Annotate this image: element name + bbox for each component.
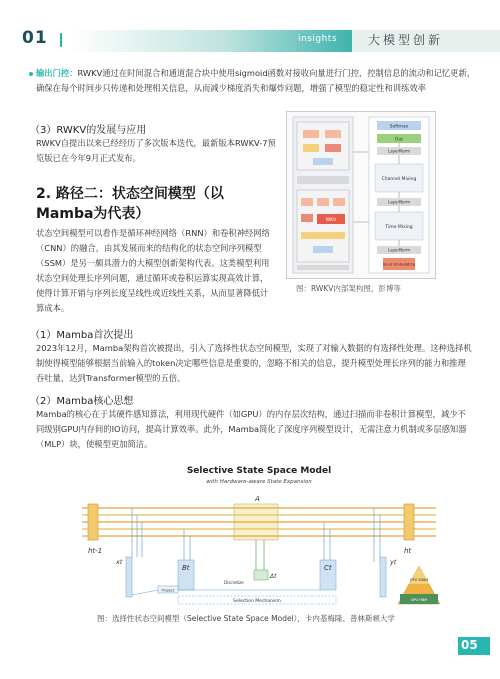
section-label-en: insights (298, 34, 338, 44)
rwkv-layernorm-bottom (297, 265, 349, 270)
rwkv-node-mu1 (303, 130, 319, 138)
rwkv-layernorm-low-label: LayerNorm (387, 247, 411, 253)
ssm-label-selection: Selection Mechanism (233, 599, 281, 604)
rwkv-node-d (301, 214, 313, 222)
ssm-subtitle: with Hardware-aware State Expansion (206, 479, 312, 485)
rwkv-layernorm-mid-label: LayerNorm (387, 199, 411, 205)
rwkv-node-k (325, 144, 341, 152)
ssm-label-h-t: ht (404, 547, 412, 555)
ssm-output-yt (380, 557, 386, 597)
rwkv-node-mu2 (325, 130, 341, 138)
rwkv-channel-mixing-label: Channel Mixing (381, 177, 417, 182)
heading-path2: 2. 路径二：状态空间模型（以Mamba为代表） (36, 186, 224, 222)
rwkv-softmax-label: Softmax (389, 124, 409, 130)
ssm-label-c-t: Ct (324, 564, 332, 572)
page-number: 05 (461, 638, 478, 652)
ssm-label-x-t: xt (116, 558, 123, 566)
rwkv-node-v (313, 158, 333, 165)
bullet-text: RWKV通过在时间混合和通道混合块中使用sigmoid函数对接收向量进行门控，控制信息的流动和记忆更新，确保在每个时间步只传递和处理相关信息，从而减少梯度消失和爆炸问题，增强了模型的稳定性和训练效率 (36, 68, 476, 93)
paragraph-rwkv-development: RWKV自提出以来已经经历了多次版本迭代，最新版本RWKV-7预览版已在今年9月正式发布。 (36, 138, 276, 163)
ssm-state-current (404, 504, 414, 540)
gpu-hbm-label: GPU HBM (410, 598, 428, 602)
rwkv-node-gate (301, 232, 345, 239)
ssm-label-discretize: Discretize (224, 580, 244, 585)
rwkv-wkv-label: WKV (325, 218, 337, 223)
ssm-label-a: A (255, 495, 260, 503)
rwkv-input-embedding-label: Input Embedding (382, 261, 416, 267)
rwkv-time-mixing-label: Time Mixing (385, 225, 413, 230)
bullet-dot-icon (29, 72, 33, 76)
rwkv-layernorm-top-label: LayerNorm (387, 148, 411, 154)
rwkv-node-c (333, 198, 345, 206)
rwkv-node-b (317, 198, 329, 206)
rwkv-figure-caption: 图：RWKV内部架构图，彭博等 (296, 284, 401, 293)
rwkv-node-a (301, 198, 313, 206)
ssm-state-prev (88, 504, 98, 540)
rwkv-out-label: Out (394, 137, 404, 143)
section-label-cn: 大模型创新 (368, 33, 444, 47)
ssm-label-h-prev: ht-1 (88, 547, 103, 555)
selective-ssm-figure (74, 462, 444, 612)
ssm-figure-caption: 图：选择性状态空间模型（Selective State Space Model），卡内基梅隆、普林斯顿大学 (97, 614, 395, 623)
heading-rwkv-development: （3）RWKV的发展与应用 (30, 125, 147, 136)
paragraph-mamba-first: 2023年12月，Mamba架构首次被提出，引入了选择性状态空间模型，实现了对输入数据的有选择性处理。这种选择机制使得模型能够根据当前输入的token决定哪些信息是重要的，忽略不相关的信息，提升模型处理长序列的能力和推理吞吐量，达到Transformer模型的五倍。 (36, 343, 472, 383)
gpu-sram-label: GPU SRAM (409, 578, 429, 582)
rwkv-architecture-figure (286, 111, 436, 279)
heading-mamba-core: （2）Mamba核心思想 (30, 396, 134, 407)
ssm-label-delta: Δt (270, 573, 277, 580)
bullet-keyword: 输出门控： (36, 68, 78, 78)
ssm-label-b-t: Bt (182, 564, 190, 572)
rwkv-node-out-left (313, 246, 333, 253)
header-separator (60, 33, 62, 47)
paragraph-path2: 状态空间模型可以看作是循环神经网络（RNN）和卷积神经网络（CNN）的融合，由其发展而来的结构化的状态空间序列模型（SSM）是另一颇具潜力的大模型创新架构代表。这类模型利用状态空间处理长序列问题，通过循环或卷积运算实现高效计算，使得计算开销与序列长度呈线性或近线性关系，从而显著降低计算成本。 (36, 228, 270, 313)
bullet-output-gating (36, 66, 476, 96)
ssm-title: Selective State Space Model (186, 466, 332, 476)
heading-mamba-first: （1）Mamba首次提出 (30, 330, 134, 341)
chapter-number: 01 (22, 28, 48, 48)
rwkv-node-r (303, 144, 319, 152)
ssm-input-xt (126, 557, 132, 597)
rwkv-layernorm-left (297, 176, 349, 184)
ssm-delta-block (254, 570, 268, 580)
ssm-label-project: Project (161, 587, 175, 593)
paragraph-mamba-core: Mamba的核心在于其硬件感知算法，利用现代硬件（如GPU）的内存层次结构，通过扫描而非卷积计算模型，减少不同级别GPU内存间的IO访问，提高计算效率。此外，Mamba简化了深度序列模型设计，无需注意力机制或多层感知器（MLP）块，使模型更加简洁。 (36, 409, 467, 449)
ssm-label-y-t: yt (390, 558, 397, 566)
